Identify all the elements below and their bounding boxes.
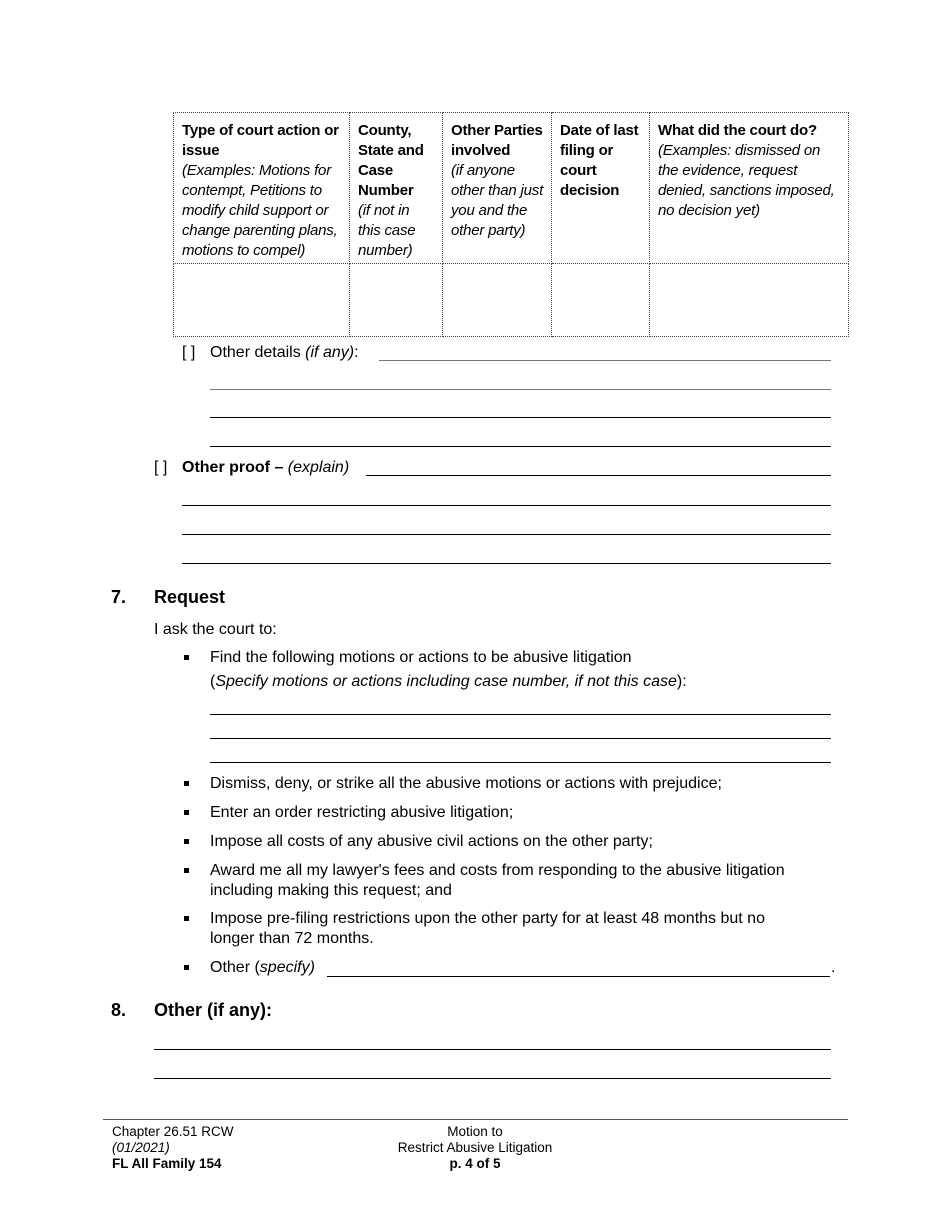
bullet-icon bbox=[184, 965, 189, 970]
footer-divider bbox=[103, 1119, 848, 1120]
other-details-line[interactable] bbox=[210, 389, 831, 390]
section-7-title: Request bbox=[154, 587, 226, 607]
table-cell[interactable] bbox=[174, 264, 350, 337]
bullet-icon bbox=[184, 839, 189, 844]
section-8-number: 8. bbox=[111, 1000, 127, 1020]
table-cell[interactable] bbox=[350, 264, 443, 337]
bullet-icon bbox=[184, 868, 189, 873]
other-proof-checkbox[interactable]: [ ] bbox=[154, 459, 168, 476]
column-header: County, State and Case Number (if not in this case number) bbox=[350, 113, 443, 264]
request-item: Impose pre-filing restrictions upon the other party for at least 48 months but no bbox=[210, 910, 765, 927]
request-item-cont: longer than 72 months. bbox=[210, 930, 374, 947]
column-header: What did the court do? (Examples: dismissed on the evidence, request denied, sanctions imposed, no decision yet) bbox=[650, 113, 849, 264]
column-header: Type of court action or issue (Examples: Motions for contempt, Petitions to modify child support or change parenting plans, motions to compel) bbox=[174, 113, 350, 264]
request-other-label: Other (specify) bbox=[210, 959, 315, 976]
footer-page: p. 4 of 5 bbox=[449, 1156, 501, 1171]
request-item: Dismiss, deny, or strike all the abusive motions or actions with prejudice; bbox=[210, 775, 722, 792]
column-header: Date of last filing or court decision bbox=[552, 113, 650, 264]
find-item-line1: Find the following motions or actions to be abusive litigation bbox=[210, 649, 632, 666]
footer-chapter: Chapter 26.51 RCW bbox=[112, 1124, 234, 1139]
table-row bbox=[174, 264, 849, 337]
bullet-icon bbox=[184, 781, 189, 786]
other-proof-line[interactable] bbox=[182, 563, 831, 564]
footer-center bbox=[375, 1124, 575, 1172]
other-details-line[interactable] bbox=[210, 417, 831, 418]
table-cell[interactable] bbox=[650, 264, 849, 337]
column-header: Other Parties involved (if anyone other than just you and the other party) bbox=[443, 113, 552, 264]
find-item-line[interactable] bbox=[210, 714, 831, 715]
section-7-intro: I ask the court to: bbox=[154, 621, 277, 638]
table-header-row bbox=[174, 113, 849, 264]
request-item: Impose all costs of any abusive civil actions on the other party; bbox=[210, 833, 653, 850]
request-item-cont: including making this request; and bbox=[210, 882, 452, 899]
other-details-line[interactable] bbox=[379, 360, 831, 361]
other-details-line[interactable] bbox=[210, 446, 831, 447]
footer-title2: Restrict Abusive Litigation bbox=[397, 1140, 553, 1155]
find-item-line2: (Specify motions or actions including case number, if not this case): bbox=[210, 673, 687, 690]
other-details-checkbox[interactable]: [ ] bbox=[182, 344, 196, 361]
request-other-period: . bbox=[831, 959, 836, 976]
request-item: Enter an order restricting abusive litigation; bbox=[210, 804, 514, 821]
section-8-title: Other (if any): bbox=[154, 1000, 273, 1020]
other-line[interactable] bbox=[154, 1078, 831, 1079]
bullet-icon bbox=[184, 655, 189, 660]
court-actions-table bbox=[173, 112, 849, 337]
section-7-number: 7. bbox=[111, 587, 127, 607]
other-proof-line[interactable] bbox=[366, 475, 831, 476]
find-item-line[interactable] bbox=[210, 738, 831, 739]
other-line[interactable] bbox=[154, 1049, 831, 1050]
bullet-icon bbox=[184, 810, 189, 815]
footer-form: FL All Family 154 bbox=[112, 1156, 222, 1171]
request-item: Award me all my lawyer's fees and costs from responding to the abusive litigation bbox=[210, 862, 785, 879]
footer-date: (01/2021) bbox=[112, 1140, 170, 1155]
table-cell[interactable] bbox=[552, 264, 650, 337]
other-details-label: Other details (if any): bbox=[210, 344, 359, 361]
footer-left bbox=[112, 1124, 234, 1172]
table-cell[interactable] bbox=[443, 264, 552, 337]
bullet-icon bbox=[184, 916, 189, 921]
find-item-line[interactable] bbox=[210, 762, 831, 763]
request-other-line[interactable] bbox=[327, 976, 830, 977]
other-proof-line[interactable] bbox=[182, 534, 831, 535]
other-proof-label: Other proof – (explain) bbox=[182, 459, 350, 476]
footer-title1: Motion to bbox=[447, 1124, 503, 1139]
other-proof-line[interactable] bbox=[182, 505, 831, 506]
